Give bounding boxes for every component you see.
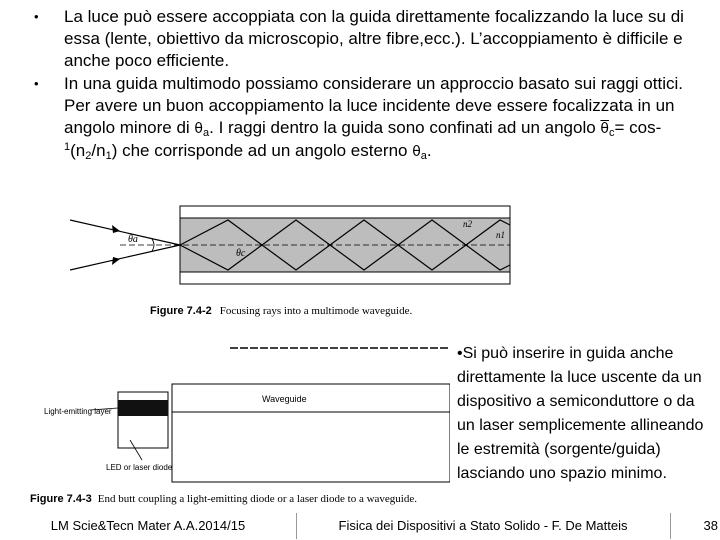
layer-label: Light-emitting layer bbox=[44, 407, 112, 416]
figure2-caption bbox=[30, 493, 417, 505]
page-number: 38 bbox=[703, 518, 718, 533]
bullet-item bbox=[28, 73, 708, 163]
incident-ray-upper bbox=[70, 220, 180, 245]
figure-butt-coupling bbox=[30, 340, 450, 510]
bullet-text: La luce può essere accoppiata con la guida direttamente focalizzando la luce su di essa (lente, obiettivo da microscopio, altre fibre,ecc.). L’accoppiamento è difficile e anche poco efficiente. bbox=[64, 7, 684, 70]
led-label: LED or laser diode bbox=[106, 463, 173, 472]
figure1-caption bbox=[150, 305, 412, 317]
waveguide-slab bbox=[172, 384, 450, 412]
waveguide-label: Waveguide bbox=[262, 394, 307, 404]
light-emitting-layer bbox=[118, 400, 168, 416]
bullet-dot: • bbox=[34, 76, 39, 91]
figure2-number: Figure 7.4-3 bbox=[30, 493, 92, 505]
incident-ray-lower bbox=[70, 245, 180, 270]
arrow-head bbox=[112, 225, 120, 233]
figure1-number: Figure 7.4-2 bbox=[150, 305, 212, 317]
n2-label: n2 bbox=[463, 219, 472, 229]
footer-course: LM Scie&Tecn Mater A.A.2014/15 bbox=[50, 518, 246, 533]
substrate-block bbox=[172, 412, 450, 482]
theta-c-label: θc bbox=[236, 248, 246, 259]
bullet-text: In una guida multimodo possiamo considerare un approccio basato sui raggi ottici. Per avere un buon accoppiamento la luce incidente deve essere focalizzata in un angolo minore di $\theta_a$. I raggi dentro la guida sono confinati ad un angolo $\overline{\theta}_c= \cos-^1(n_2/n_1)$ che corrisponde ad un angolo esterno $\theta_a$. bbox=[64, 74, 683, 162]
theta-a-label: θa bbox=[128, 234, 138, 245]
n1-label: n1 bbox=[496, 230, 505, 240]
footer bbox=[0, 511, 720, 540]
footer-title: Fisica dei Dispositivi a Stato Solido - F. De Matteis bbox=[338, 518, 628, 533]
figure2-caption-text: End butt coupling a light-emitting diode or a laser diode to a waveguide. bbox=[97, 493, 417, 505]
side-paragraph: •Si può inserire in guida anche direttamente la luce uscente da un dispositivo a semiconduttore o da un laser semplicemente allineando le estremità (sorgente/guida) lasciando uno spazio minimo. bbox=[457, 345, 704, 482]
arrow-head bbox=[112, 257, 120, 265]
bullet-dot: • bbox=[34, 9, 39, 24]
bullet-item bbox=[28, 6, 708, 72]
bullet-list bbox=[28, 6, 708, 164]
figure1-caption-text: Focusing rays into a multimode waveguide. bbox=[219, 305, 413, 317]
